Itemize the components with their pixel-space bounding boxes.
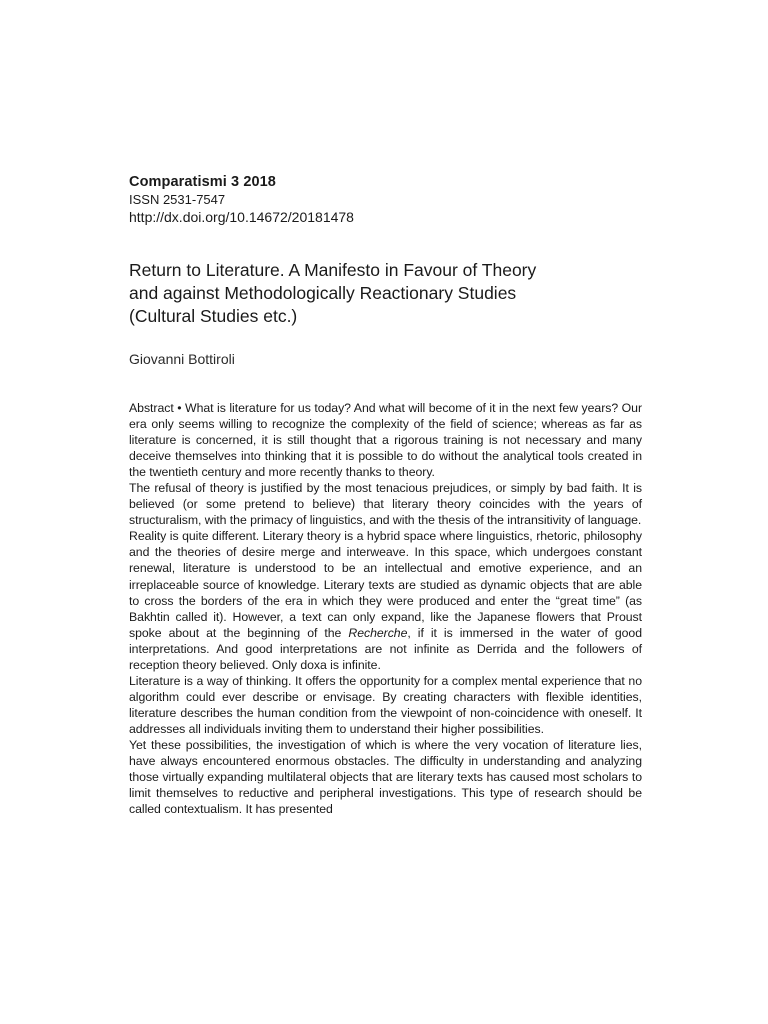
recherche-title: Recherche [348, 625, 408, 640]
abstract-paragraph-2: The refusal of theory is justified by the most tenacious prejudices, or simply by bad faith. It is believed (or some pretend to believe) that literary theory coincides with the years of structuralism, with the primacy of linguistics, and with the thesis of the intransitivity of language. [129, 481, 642, 528]
journal-name: Comparatismi 3 2018 [129, 174, 276, 190]
abstract [129, 400, 642, 817]
article-title [129, 259, 642, 328]
abstract-paragraph-4: Literature is a way of thinking. It offers the opportunity for a complex mental experience that no algorithm could ever describe or envisage. By creating characters with flexible identities, literature describes the human condition from the viewpoint of non-coincidence with oneself. It addresses all individuals inviting them to understand their higher possibilities. [129, 673, 642, 736]
doi-link[interactable]: http://dx.doi.org/10.14672/20181478 [129, 209, 354, 225]
issn: ISSN 2531-7547 [129, 192, 226, 207]
abstract-paragraph-3-start: Reality is quite different. Literary theory is a hybrid space where linguistics, rhetoric, philosophy and the theories of desire merge and interweave. In this space, which undergoes constant renewal, literature is understood to be an intellectual and emotive experience, and an irreplaceable source of knowledge. Literary texts are studied as dynamic objects that are able to cross the borders of the era in which they were produced and enter the “great time” (as Bakhtin called it). However, a text can only expand, like the Japanese flowers that Proust spoke about at the beginning of the [129, 529, 642, 640]
abstract-paragraph-1: Abstract • What is literature for us today? And what will become of it in the next few years? Our era only seems willing to recognize the complexity of the field of science; whereas as far as literature is concerned, it is still thought that a rigorous training is not necessary and many deceive themselves into thinking that it is possible to do without the analytical tools created in the twentieth century and more recently thanks to theory. [129, 401, 642, 480]
title-line-2: and against Methodologically Reactionary Studies [129, 283, 517, 303]
article-page [129, 173, 642, 817]
title-line-3: (Cultural Studies etc.) [129, 306, 298, 326]
title-line-1: Return to Literature. A Manifesto in Favour of Theory [129, 260, 537, 280]
abstract-paragraph-5: Yet these possibilities, the investigation of which is where the very vocation of literature lies, have always encountered enormous obstacles. The difficulty in understanding and analyzing those virtually expanding multilateral objects that are literary texts has caused most scholars to limit themselves to reductive and peripheral investigations. This type of research should be called contextualism. It has presented [129, 737, 642, 817]
abstract-paragraph-3-end: , if it is immersed in the water of good interpretations. And good interpretations are not infinite as Derrida and the followers of reception theory believed. Only doxa is infinite. [129, 625, 642, 672]
abstract-paragraph-3 [129, 528, 642, 672]
author-name: Giovanni Bottiroli [129, 351, 235, 367]
